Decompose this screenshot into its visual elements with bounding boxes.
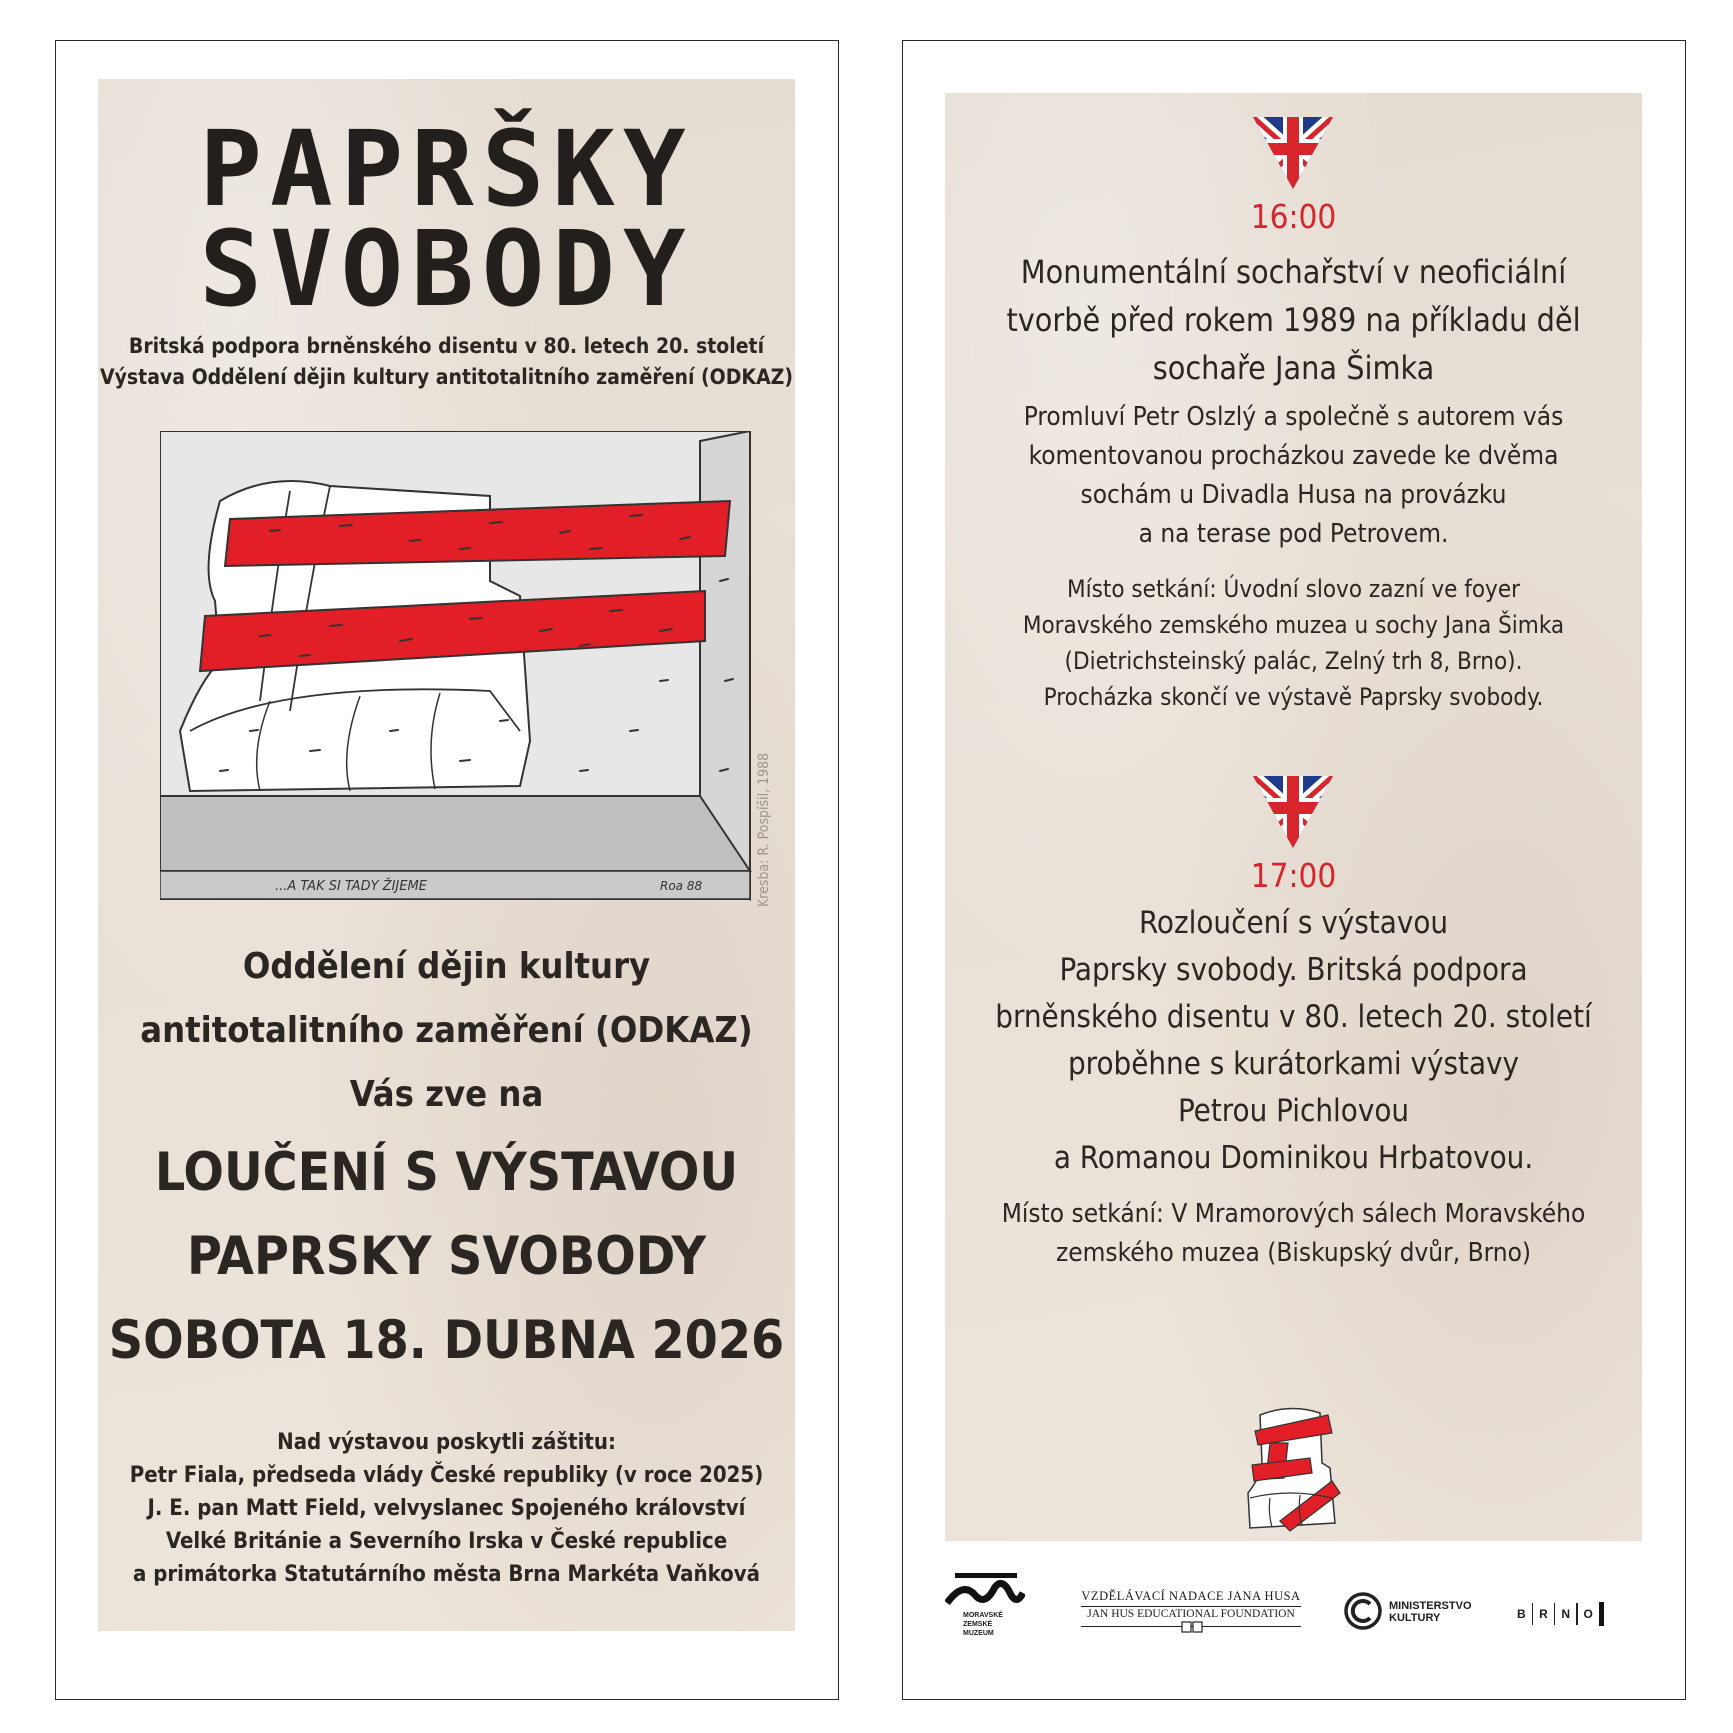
event-1-place-line-3: (Dietrichsteinský palác, Zelný trh 8, Brno).	[1064, 647, 1523, 675]
union-jack-triangle-icon	[1253, 117, 1333, 189]
poster-front	[55, 40, 839, 1700]
patronage-line-2: Petr Fiala, předseda vlády České republiky (v roce 2025)	[129, 1463, 764, 1488]
ministry-text-line-2: KULTURY	[1389, 1612, 1441, 1624]
patronage-line-1: Nad výstavou poskytli záštitu:	[277, 1430, 616, 1455]
event-2-line-6: a Romanou Dominikou Hrbatovou.	[1053, 1140, 1534, 1176]
subtitle-line-2: Výstava Oddělení dějin kultury antitotalitního zaměření (ODKAZ)	[99, 365, 794, 389]
poster-back	[902, 40, 1686, 1700]
invite-line-3: Vás zve na	[349, 1074, 544, 1115]
sculpture-sketch-icon	[1240, 1403, 1350, 1538]
jan-hus-foundation-logo	[1081, 1589, 1301, 1639]
mzm-text-line-3: MUZEUM	[963, 1630, 994, 1637]
book-icon	[1181, 1621, 1203, 1633]
event-1-title-line-3: sochaře Jana Šimka	[1152, 349, 1435, 387]
brno-logo	[1511, 1601, 1604, 1627]
patronage-line-4: Velké Británie a Severního Irska v České republice	[165, 1529, 728, 1554]
event-date: SOBOTA 18. DUBNA 2026	[108, 1310, 785, 1371]
ministry-c-icon	[1343, 1591, 1383, 1631]
invite-line-2: antitotalitního zaměření (ODKAZ)	[140, 1010, 753, 1051]
event-2-line-5: Petrou Pichlovou	[1177, 1093, 1410, 1129]
event-1-title-line-1: Monumentální sochařství v neoficiální	[1020, 253, 1567, 291]
event-2-line-1: Rozloučení s výstavou	[1138, 905, 1449, 941]
brno-letter-b: B	[1517, 1607, 1526, 1621]
paper-background-left	[98, 79, 795, 1631]
event-2-line-2: Paprsky svobody. Britská podpora	[1059, 952, 1528, 988]
event-1-text-line-1: Promluví Petr Oslzlý a společně s autorem vás	[1023, 402, 1564, 432]
title-line-1: PAPRŠKY	[199, 108, 694, 230]
event-2-time: 17:00	[1250, 856, 1337, 895]
mzm-text-line-2: ZEMSKÉ	[963, 1621, 993, 1628]
moravske-zemske-muzeum-logo	[945, 1573, 1045, 1643]
event-2-place-line-2: zemského muzea (Biskupský dvůr, Brno)	[1055, 1238, 1532, 1268]
foundation-text-line-1: VZDĚLÁVACÍ NADACE JANA HUSA	[1081, 1589, 1301, 1603]
event-1-text-line-4: a na terase pod Petrovem.	[1138, 519, 1449, 549]
ministry-text-line-1: MINISTERSTVO	[1389, 1600, 1472, 1612]
patronage-line-5: a primátorka Statutárního města Brna Markéta Vaňková	[132, 1562, 761, 1587]
brno-letter-n: N	[1561, 1607, 1571, 1621]
event-2-line-4: proběhne s kurátorkami výstavy	[1067, 1046, 1520, 1082]
foundation-text-line-2: JAN HUS EDUCATIONAL FOUNDATION	[1087, 1608, 1295, 1620]
subtitle-line-1: Britská podpora brněnského disentu v 80. letech 20. století	[128, 334, 765, 358]
event-2-place-line-1: Místo setkání: V Mramorových sálech Moravského	[1001, 1199, 1586, 1229]
brno-letter-r: R	[1539, 1607, 1548, 1621]
mzm-logo-mark-icon	[945, 1573, 1025, 1607]
event-1-place-line-4: Procházka skončí ve výstavě Paprsky svobody.	[1043, 683, 1544, 711]
brno-letter-o: O	[1583, 1607, 1593, 1621]
event-title-line-1: LOUČENÍ S VÝSTAVOU	[154, 1142, 739, 1203]
drawing-credit: Kresba: R. Pospíšil, 1988	[756, 752, 772, 907]
title-line-2: SVOBODY	[199, 208, 694, 330]
event-2-line-3: brněnského disentu v 80. letech 20. století	[995, 999, 1592, 1035]
union-jack-triangle-icon	[1253, 776, 1333, 848]
drawing-caption: ...A TAK SI TADY ŽIJEME	[275, 879, 427, 894]
event-1-place-line-1: Místo setkání: Úvodní slovo zazní ve foyer	[1067, 575, 1520, 603]
sculpture-drawing	[160, 431, 760, 911]
event-title-line-2: PAPRSKY SVOBODY	[186, 1226, 706, 1287]
mzm-text-line-1: MORAVSKÉ	[963, 1612, 1003, 1619]
invite-line-1: Oddělení dějin kultury	[242, 946, 651, 987]
event-1-text-line-3: sochám u Divadla Husa na provázku	[1080, 480, 1507, 510]
event-1-place-line-2: Moravského zemského muzea u sochy Jana Šimka	[1022, 611, 1565, 639]
drawing-signature: Roa 88	[660, 879, 703, 893]
event-1-title-line-2: tvorbě před rokem 1989 na příkladu děl	[1006, 301, 1581, 339]
event-1-text-line-2: komentovanou procházkou zavede ke dvěma	[1028, 441, 1559, 471]
patronage-line-3: J. E. pan Matt Field, velvyslanec Spojeného království	[147, 1496, 746, 1521]
event-1-time: 16:00	[1250, 197, 1337, 236]
ministerstvo-kultury-logo	[1343, 1591, 1493, 1635]
paper-background-right	[945, 93, 1642, 1541]
